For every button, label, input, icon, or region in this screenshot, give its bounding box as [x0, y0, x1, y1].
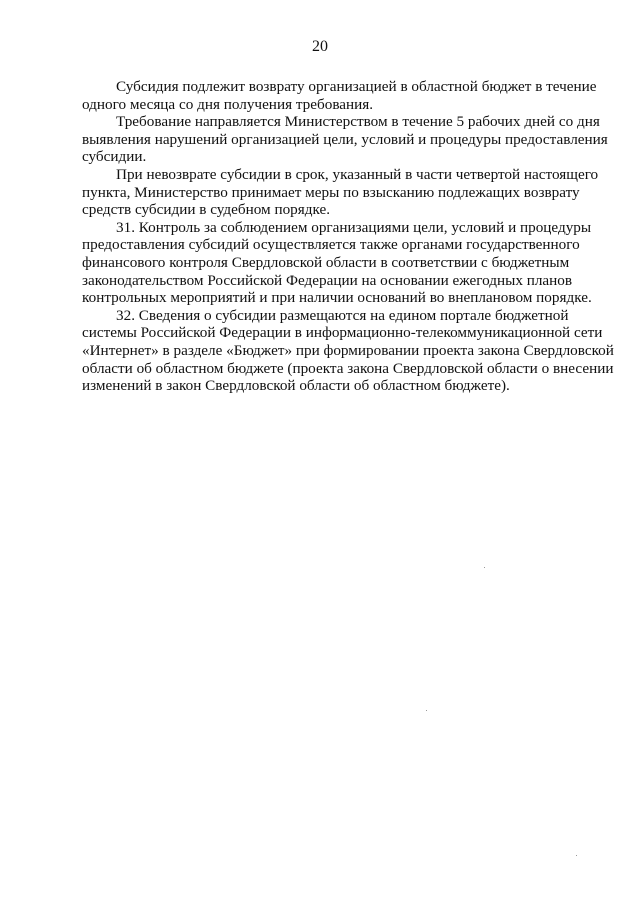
text-line: одного месяца со дня получения требования. — [82, 95, 374, 113]
paragraph — [82, 165, 599, 219]
text-line: Требование направляется Министерством в течение 5 рабочих дней со дня — [116, 113, 600, 131]
text-line: выявления нарушений организацией цели, условий и процедуры предоставления — [82, 130, 608, 148]
text-line: 32. Сведения о субсидии размещаются на едином портале бюджетной — [116, 306, 569, 324]
text-line: средств субсидии в судебном порядке. — [82, 201, 331, 219]
text-line: финансового контроля Свердловской области в соответствии с бюджетным — [82, 253, 570, 271]
text-line: изменений в закон Свердловской области об областном бюджете). — [82, 377, 510, 395]
text-line: пункта, Министерство принимает меры по взысканию подлежащих возврату — [82, 183, 580, 201]
text-line: законодательством Российской Федерации на основании ежегодных планов — [82, 271, 573, 289]
page-number: 20 — [312, 38, 328, 55]
paragraph — [82, 78, 597, 113]
text-line: 31. Контроль за соблюдением организациями цели, условий и процедуры — [116, 218, 592, 236]
text-line: При невозврате субсидии в срок, указанный в части четвертой настоящего — [116, 165, 599, 183]
scan-speck — [426, 710, 427, 711]
paragraph — [82, 306, 614, 395]
text-line: Субсидия подлежит возврату организацией в областной бюджет в течение — [116, 78, 597, 95]
paragraph — [82, 113, 608, 166]
text-line: области об областном бюджете (проекта закона Свердловской области о внесении — [82, 359, 614, 377]
text-line: субсидии. — [82, 148, 147, 166]
scan-speck — [576, 855, 577, 856]
text-line: «Интернет» в разделе «Бюджет» при формировании проекта закона Свердловской — [82, 341, 614, 359]
document-body — [82, 78, 614, 395]
scan-speck — [484, 567, 485, 568]
text-line: предоставления субсидий осуществляется также органами государственного — [82, 236, 580, 254]
text-line: контрольных мероприятий и при наличии оснований во внеплановом порядке. — [82, 289, 592, 307]
paragraph — [82, 218, 592, 307]
text-line: системы Российской Федерации в информационно-телекоммуникационной сети — [82, 324, 603, 342]
